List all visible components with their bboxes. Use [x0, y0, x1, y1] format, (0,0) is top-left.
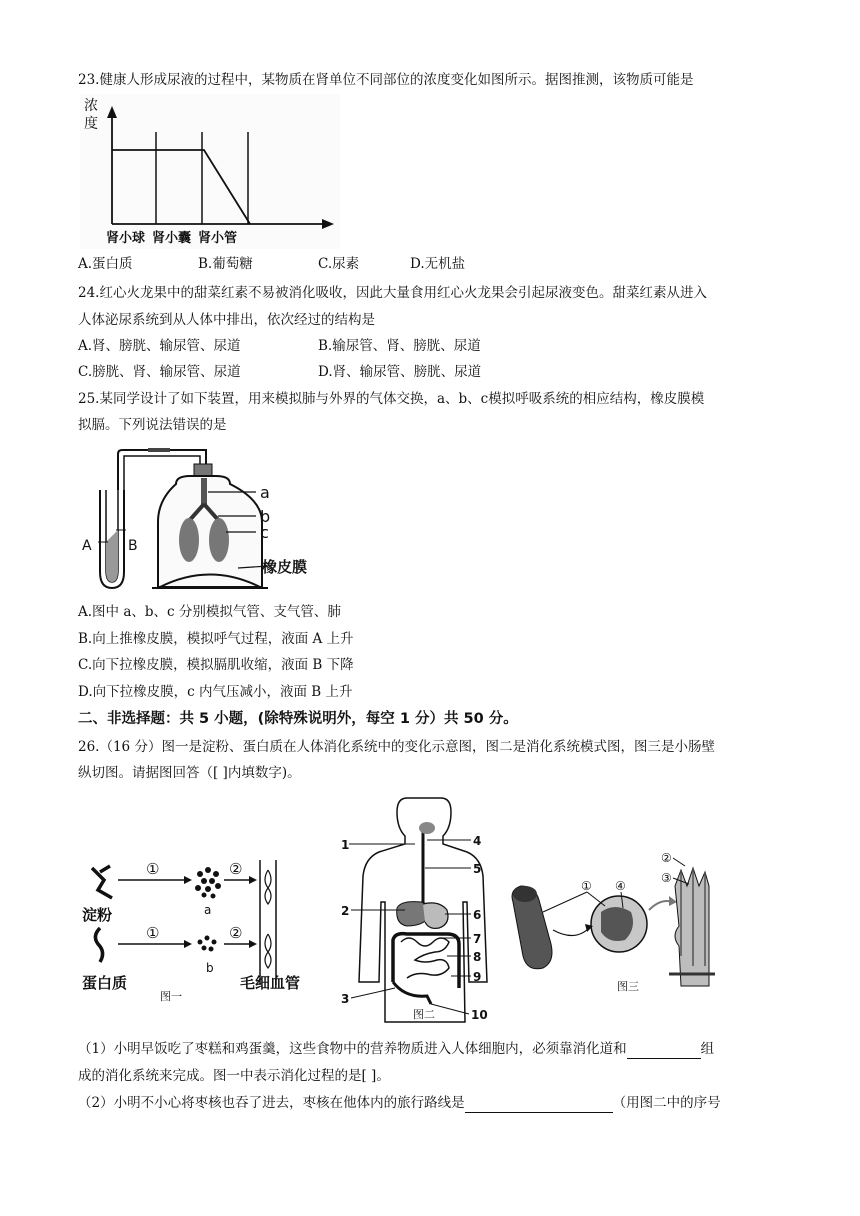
- fig3-caption: 图三: [617, 980, 639, 993]
- q25-option-a[interactable]: A.图中 a、b、c 分别模拟气管、支气管、肺: [78, 604, 341, 620]
- fig2-num-5: 5: [473, 862, 482, 876]
- fig1-caption: 图一: [160, 990, 182, 1003]
- q25-label-a: a: [260, 483, 270, 502]
- section-2-heading: 二、非选择题：共 5 小题，(除特殊说明外，每空 1 分）共 50 分。: [78, 711, 518, 727]
- q25-label-A: A: [82, 538, 92, 554]
- q23-xlabel-2: 肾小囊: [152, 231, 192, 246]
- q24-option-c[interactable]: C.膀胱、肾、输尿管、尿道: [78, 364, 241, 380]
- fig2-caption: 图二: [413, 1008, 435, 1021]
- fig2-num-10: 10: [471, 1008, 488, 1022]
- q26-figure-2: [335, 792, 495, 1027]
- q26-sub2-line1: [78, 1094, 721, 1113]
- q24-option-d[interactable]: D.肾、输尿管、膀胱、尿道: [318, 364, 482, 380]
- fig1-step1-bottom: ①: [146, 924, 160, 942]
- q23-option-b[interactable]: B.葡萄糖: [198, 256, 253, 272]
- q24-stem-2: 人体泌尿系统到从人体中排出，依次经过的结构是: [78, 312, 375, 328]
- q26-stem-1: 26.（16 分）图一是淀粉、蛋白质在人体消化系统中的变化示意图，图二是消化系统模式图，图三是小肠壁: [78, 739, 715, 755]
- q26-figure-1: [78, 850, 318, 1005]
- q25-stem-1: 25.某同学设计了如下装置，用来模拟肺与外界的气体交换，a、b、c模拟呼吸系统的相应结构，橡皮膜模: [78, 391, 705, 407]
- fig1-starch: 淀粉: [82, 906, 113, 924]
- fig2-num-3: 3: [341, 992, 350, 1006]
- fig1-step1-top: ①: [146, 860, 160, 878]
- fig3-num-1: ①: [581, 879, 592, 893]
- fig1-step2-bottom: ②: [229, 924, 243, 942]
- q26-sub1-blank[interactable]: [627, 1040, 701, 1059]
- q26-stem-2: 纵切图。请据图回答（[ ]内填数字)。: [78, 765, 301, 781]
- q26-sub2-text-end: （用图二中的序号: [612, 1095, 721, 1111]
- q23-chart: [80, 94, 340, 249]
- q23-option-d[interactable]: D.无机盐: [410, 256, 466, 272]
- q23-ylabel-2: 度: [84, 116, 98, 132]
- q23-xlabel-3: 肾小管: [198, 231, 238, 246]
- fig1-protein: 蛋白质: [82, 974, 128, 992]
- fig3-num-3: ③: [661, 871, 672, 885]
- fig1-label-b: b: [206, 961, 214, 975]
- q25-label-c: c: [260, 523, 269, 542]
- q26-sub2-blank[interactable]: [465, 1094, 613, 1113]
- fig2-num-4: 4: [473, 834, 482, 848]
- fig2-num-8: 8: [473, 950, 482, 964]
- fig2-num-2: 2: [341, 904, 350, 918]
- fig1-step2-top: ②: [229, 860, 243, 878]
- q25-option-c[interactable]: C.向下拉橡皮膜，模拟膈肌收缩，液面 B 下降: [78, 657, 354, 673]
- fig2-num-1: 1: [341, 838, 350, 852]
- fig2-num-9: 9: [473, 970, 482, 984]
- q24-option-b[interactable]: B.输尿管、肾、膀胱、尿道: [318, 338, 481, 354]
- q25-option-b[interactable]: B.向上推橡皮膜，模拟呼气过程，液面 A 上升: [78, 631, 354, 647]
- q26-figure-3: [505, 846, 730, 996]
- q23-option-c[interactable]: C.尿素: [318, 256, 360, 272]
- q25-apparatus-figure: [78, 442, 328, 594]
- fig2-num-6: 6: [473, 908, 482, 922]
- fig3-num-2: ②: [661, 851, 672, 865]
- q23-option-a[interactable]: A.蛋白质: [78, 256, 133, 272]
- q25-label-membrane: 橡皮膜: [262, 558, 308, 576]
- q26-sub2-text: （2）小明不小心将枣核也吞了进去，枣核在他体内的旅行路线是: [78, 1095, 465, 1111]
- fig3-num-4: ④: [615, 879, 626, 893]
- q26-sub1-text-end: 组: [700, 1041, 715, 1057]
- q26-sub1-line2: 成的消化系统来完成。图一中表示消化过程的是[ ]。: [78, 1068, 390, 1084]
- q25-label-B: B: [128, 538, 138, 554]
- q23-ylabel-1: 浓: [84, 98, 98, 114]
- fig1-label-a: a: [204, 903, 212, 917]
- q25-stem-2: 拟膈。下列说法错误的是: [78, 417, 227, 433]
- q23-xlabel-1: 肾小球: [106, 231, 146, 246]
- fig2-num-7: 7: [473, 932, 482, 946]
- q25-option-d[interactable]: D.向下拉橡皮膜，c 内气压减小，液面 B 上升: [78, 684, 353, 700]
- q26-sub1-line1: [78, 1040, 714, 1059]
- q25-label-b: b: [260, 507, 271, 526]
- q26-sub1-text: （1）小明早饭吃了枣糕和鸡蛋羹，这些食物中的营养物质进入人体细胞内，必须靠消化道和: [78, 1041, 627, 1057]
- q24-option-a[interactable]: A.肾、膀胱、输尿管、尿道: [78, 338, 241, 354]
- fig1-capillary: 毛细血管: [240, 974, 301, 992]
- q24-stem-1: 24.红心火龙果中的甜菜红素不易被消化吸收，因此大量食用红心火龙果会引起尿液变色。甜菜红素从进入: [78, 285, 707, 301]
- q23-stem: 23.健康人形成尿液的过程中，某物质在肾单位不同部位的浓度变化如图所示。据图推测，该物质可能是: [78, 72, 694, 88]
